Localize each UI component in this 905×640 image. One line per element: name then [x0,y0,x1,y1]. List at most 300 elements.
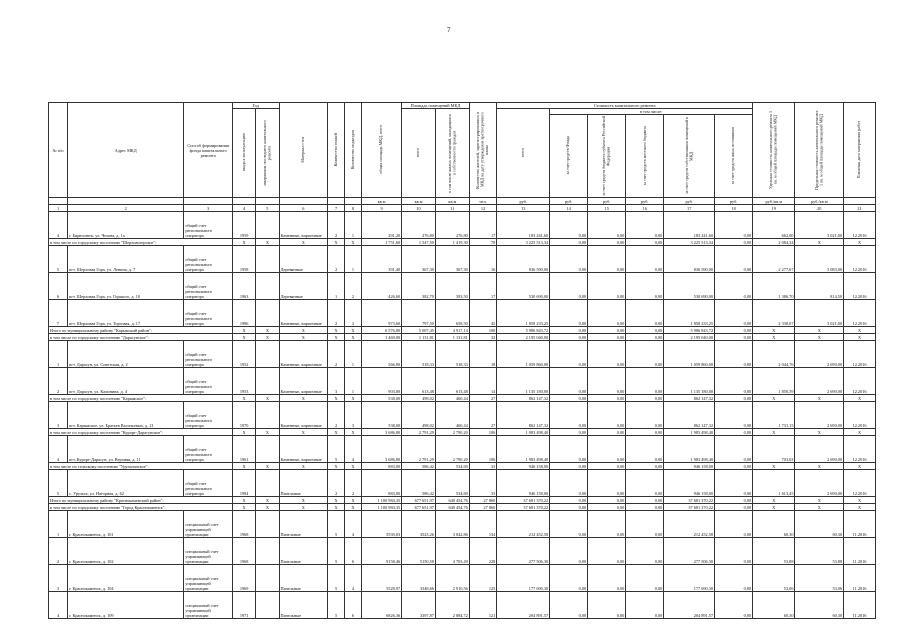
table-cell: 11.2016 [844,538,876,565]
table-cell: 0,00 [626,327,664,334]
column-number-cell: 20 [795,205,844,212]
table-cell: 498,02 [402,402,436,429]
table-cell: 0,00 [550,429,588,436]
subtotal-label: Итого по муниципальному району "Карымский район": [49,327,233,334]
table-cell: 0,00 [588,239,626,246]
table-cell: 0,00 [588,368,626,395]
table-cell: 2 [328,341,345,368]
table-cell: X [232,504,255,511]
table-cell: X [345,429,362,436]
table-cell: Каменные, кирпичные [279,300,328,327]
table-cell: X [279,327,328,334]
table-cell: 5 007,45 [402,327,436,334]
table-cell: 0,00 [715,239,753,246]
table-cell: X [328,239,345,246]
column-number-cell: 19 [753,205,795,212]
table-cell: 12.2016 [844,368,876,395]
table-cell: 797,50 [402,300,436,327]
table-cell: 1 059 860,00 [664,341,715,368]
table-cell: 1 [345,246,362,273]
table-cell: 0,00 [715,436,753,463]
table-cell: 0,00 [550,395,588,402]
table-cell: 0,00 [588,497,626,504]
table-cell: 0,00 [626,565,664,592]
table-cell: 0,00 [550,334,588,341]
table-cell: 12.2016 [844,402,876,429]
table-cell: X [328,395,345,402]
table-cell: 0,00 [715,273,753,300]
table-cell: X [232,239,255,246]
table-cell: 0,00 [550,246,588,273]
table-cell: 0,00 [715,334,753,341]
table-cell: 0,00 [626,504,664,511]
unit-cell [68,198,184,205]
table-cell: 2 277,67 [753,246,795,273]
table-cell: 0,00 [626,239,664,246]
table-cell: X [844,334,876,341]
header-area-total: всего [402,109,436,198]
table-cell: 0,00 [626,246,664,273]
table-cell: 183 241,60 [497,212,550,239]
table-cell: 291,20 [361,212,401,239]
table-cell: 0,00 [715,246,753,273]
table-cell: 7 [49,300,68,327]
table-cell: 640 454,76 [435,497,469,504]
header-floors: Количество этажей [328,103,345,198]
table-cell: Панельные [279,538,328,565]
table-cell: 3 686,80 [361,429,401,436]
table-cell: 0,00 [588,436,626,463]
table-cell: 53,06 [753,565,795,592]
table-cell: X [279,334,328,341]
table-cell: X [232,497,255,504]
table-cell: 204 891,57 [497,592,550,619]
table-cell: X [345,334,362,341]
table-cell: 0,00 [715,470,753,497]
table-row [49,470,876,497]
table-cell: 0,00 [588,504,626,511]
table-cell: 0,00 [550,341,588,368]
table-cell: 0,00 [588,273,626,300]
unit-cell: руб. [715,198,753,205]
table-cell: X [753,327,795,334]
unit-cell [184,198,233,205]
table-cell: 6826,36 [361,592,401,619]
table-cell: 78 [469,239,496,246]
table-cell: 1 983 498,40 [497,429,550,436]
subtotal-row [49,497,876,504]
table-cell: 0,00 [626,334,664,341]
table-row [49,300,876,327]
table-cell: 586,42 [402,463,436,470]
table-cell: 5 986 843,72 [497,327,550,334]
table-cell: 0,00 [550,504,588,511]
subtotal-label: в том числе по сельскому поселению "Урульгинское": [49,463,233,470]
subtotal-label: в том числе по городскому поселению "Курорт-Дарасунское": [49,429,233,436]
table-cell: 2 [49,538,68,565]
table-cell: 2 790,20 [435,436,469,463]
header-area-owned: в том числе жилых помещений, находящихся в собственности граждан [435,109,469,198]
table-cell: 883,00 [361,463,401,470]
table-cell: 12.2016 [844,300,876,327]
table-cell: общий счет регионального оператора [184,246,233,273]
table-cell: X [232,395,255,402]
table-cell: 27 860 [469,504,496,511]
table-cell: г. Бирюсинск, ул. Чехова, д. 1а [68,212,184,239]
table-cell: 3 [49,565,68,592]
subtotal-row [49,429,876,436]
header-cost-fund: за счет средств Фонда [550,115,588,198]
table-cell: 37 681 370,22 [497,504,550,511]
table-cell: X [844,504,876,511]
table-cell: X [844,239,876,246]
table-cell: X [232,463,255,470]
table-cell: 0,00 [715,592,753,619]
table-cell: 658,50 [435,300,469,327]
table-cell: 534,69 [435,470,469,497]
table-cell: 5528,97 [361,565,401,592]
table-cell: 0,00 [626,402,664,429]
table-cell: 106 [469,429,496,436]
table-row [49,246,876,273]
header-max-cost: Предельная стоимость капитального ремонта 1 кв. м общей площади помещений МКД [795,103,844,198]
table-cell: 1 [345,368,362,395]
header-cost-owners: за счет средств собственников помещений в МКД [664,115,715,198]
table-cell: 12.2016 [844,273,876,300]
table-cell: общий счет регионального оператора [184,436,233,463]
table-cell: X [844,395,876,402]
table-cell: г. Краснокаменск, д. 101 [68,511,184,538]
table-cell: 0,00 [550,565,588,592]
table-cell: 3 [345,402,362,429]
table-cell: 1968 [232,538,255,565]
table-cell: 0,00 [550,327,588,334]
table-cell: 60,30 [795,511,844,538]
table-cell: 0,00 [550,239,588,246]
table-cell: X [279,463,328,470]
table-cell: 1 135 180,00 [664,368,715,395]
column-number-cell: 11 [435,205,469,212]
table-cell: 0,00 [550,511,588,538]
table-cell: 0,00 [550,436,588,463]
table-cell: 1970 [232,402,255,429]
table-cell: X [279,239,328,246]
table-cell: X [345,504,362,511]
table-cell: X [753,334,795,341]
table-cell: 1 469,00 [361,334,401,341]
table-cell: 2 690,00 [795,368,844,395]
unit-cell: кв.м [361,198,401,205]
unit-cell [232,198,255,205]
table-cell [256,300,279,327]
table-cell: 862 147,32 [664,395,715,402]
table-cell: 1 [49,511,68,538]
unit-cell: руб. [626,198,664,205]
unit-cell: руб./кв.м [795,198,844,205]
header-total-area: общая площадь МКД, всего [361,103,401,198]
table-cell: 12.2016 [844,212,876,239]
table-cell: 0,00 [588,327,626,334]
table-cell: 0,00 [550,402,588,429]
table-cell: 0,00 [715,327,753,334]
table-cell: X [256,395,279,402]
table-cell: X [753,504,795,511]
header-year-last-repair: завершения последнего капитального ремонта [256,109,279,198]
table-cell: 1 983 498,40 [664,436,715,463]
table-cell: 60,30 [753,592,795,619]
table-cell: специальный счет управляющей организации [184,538,233,565]
table-cell: 677 651,97 [402,504,436,511]
table-cell: 277 506,30 [664,538,715,565]
table-cell: 2 [328,402,345,429]
table-cell: 1984 [232,470,255,497]
table-cell: 1 731,15 [753,402,795,429]
table-cell: 1 983 498,40 [497,436,550,463]
table-cell: X [232,327,255,334]
column-number-cell: 6 [279,205,328,212]
table-cell: 460,44 [435,402,469,429]
table-cell: 1 983 498,40 [664,429,715,436]
table-cell: 5 [328,565,345,592]
table-cell: г. Краснокаменск, д. 109 [68,592,184,619]
table-cell: 1969 [232,565,255,592]
header-unit-cost: Удельная стоимость капитального ремонта 1 кв. м общей площади помещений МКД [753,103,795,198]
table-cell: 1952 [232,341,255,368]
table-cell: 12.2016 [844,436,876,463]
table-cell: 0,00 [588,334,626,341]
header-wall-material: Материал стен [279,103,328,198]
table-cell: 2 790,20 [435,429,469,436]
table-cell: 3 [49,402,68,429]
table-cell: 37 681 370,22 [664,504,715,511]
table-cell: 3 042,86 [435,511,469,538]
table-cell: X [753,429,795,436]
table-cell: Панельные [279,511,328,538]
table-cell: общий счет регионального оператора [184,273,233,300]
table-cell: 534,69 [435,463,469,470]
table-cell: 2 791,29 [402,436,436,463]
table-cell: 0,00 [626,463,664,470]
column-number-cell: 13 [497,205,550,212]
table-cell: 426,60 [361,273,401,300]
table-cell: X [256,334,279,341]
table-cell: X [256,497,279,504]
unit-cell [256,198,279,205]
table-cell: 9158,46 [361,538,401,565]
table-cell [256,273,279,300]
table-cell: 566,00 [361,341,401,368]
table-cell: 2 [49,368,68,395]
table-cell: 0,00 [550,470,588,497]
table-cell: специальный счет управляющей организации [184,565,233,592]
table-cell: X [795,463,844,470]
table-cell: 125 [469,565,496,592]
header-num: № п/п [49,103,68,198]
table-cell: 0,00 [626,497,664,504]
table-cell: 586,42 [402,470,436,497]
table-row [49,212,876,239]
table-cell: 538,00 [361,402,401,429]
table-cell: 45 [469,300,496,327]
table-cell: 836 590,00 [664,246,715,273]
table-cell: 538,00 [361,395,401,402]
table-cell: 0,00 [715,212,753,239]
table-cell: 703,63 [753,436,795,463]
table-cell: 0,00 [715,565,753,592]
table-cell: 121 [469,592,496,619]
table-cell: 276,80 [435,212,469,239]
column-numbers-row [49,205,876,212]
table-cell: X [279,497,328,504]
table-cell: 0,00 [588,212,626,239]
table-cell: 1 850,39 [753,368,795,395]
table-cell: 0,00 [626,511,664,538]
table-cell: X [844,497,876,504]
table-cell: 0,00 [588,470,626,497]
table-cell: 1 751,60 [361,239,401,246]
table-cell: X [844,327,876,334]
table-cell: X [753,497,795,504]
column-number-cell: 10 [402,205,436,212]
table-cell: X [753,395,795,402]
table-cell: 6 [345,592,362,619]
table-cell: 0,00 [715,504,753,511]
table-cell: 613,48 [402,368,436,395]
table-cell: 11.2016 [844,565,876,592]
header-fund-method: Способ формирования фонда капитального ремонта [184,103,233,198]
table-cell: 2 [328,246,345,273]
table-cell: 2 690,00 [795,402,844,429]
unit-cell: руб. [664,198,715,205]
table-cell: 1971 [232,592,255,619]
table-cell: 27 [469,395,496,402]
units-row [49,198,876,205]
table-cell: 27 [469,402,496,429]
table-cell: 460,44 [435,395,469,402]
header-plan-date: Плановая дата завершения работ [844,103,876,198]
table-cell: 2 044,76 [753,341,795,368]
table-cell: X [279,504,328,511]
table-cell: 12.2016 [844,341,876,368]
table-cell: 14 [469,368,496,395]
table-cell: 277 506,30 [497,538,550,565]
table-cell: 1 131,81 [435,334,469,341]
table-cell: X [795,497,844,504]
table-cell: 0,00 [550,273,588,300]
table-cell: X [256,429,279,436]
table-cell: 60,30 [795,592,844,619]
table-cell: X [256,463,279,470]
table-cell: 0,00 [715,538,753,565]
table-cell: специальный счет управляющей организации [184,511,233,538]
unit-cell [279,198,328,205]
table-cell: 183 241,60 [664,212,715,239]
unit-cell [328,198,345,205]
table-cell [256,436,279,463]
capital-repair-table [48,102,876,619]
table-cell: 518,33 [402,341,436,368]
table-cell: 2 [345,470,362,497]
table-cell: 0,00 [588,463,626,470]
page-number: 7 [447,26,451,34]
table-cell: 1959 [232,212,255,239]
subtotal-label: в том числе по городскому поселению "Город Краснокаменск": [49,504,233,511]
table-cell: 4 [49,436,68,463]
table-cell: 1 858 233,25 [664,300,715,327]
table-cell: 2 330,07 [753,300,795,327]
table-cell: 5 986 843,72 [664,327,715,334]
table-cell: 0,00 [550,592,588,619]
table-cell: 5 [328,592,345,619]
unit-cell [345,198,362,205]
table-cell: 212 452,58 [497,511,550,538]
table-cell: 946 158,00 [497,463,550,470]
header-year-group: Год [232,103,279,109]
table-cell: 0,00 [715,395,753,402]
column-number-cell: 2 [68,205,184,212]
table-cell: общий счет регионального оператора [184,368,233,395]
unit-cell [49,198,68,205]
table-cell: 367,30 [435,246,469,273]
table-row [49,273,876,300]
table-cell: X [753,463,795,470]
table-cell: 3 686,80 [361,436,401,463]
table-cell: 3 225 513,34 [497,239,550,246]
column-number-cell: 18 [715,205,753,212]
table-cell: 814,50 [795,273,844,300]
table-cell: 2 [328,300,345,327]
table-cell: 0,00 [588,395,626,402]
header-entrances: Количество подъездов [345,103,362,198]
table-cell: 2 910,56 [435,565,469,592]
table-cell: 946 158,00 [664,470,715,497]
table-cell: 0,00 [588,538,626,565]
table-cell: 2 195 040,00 [664,334,715,341]
table-cell: 3 [328,368,345,395]
table-cell: 2 084,34 [753,239,795,246]
table-cell: 177 690,30 [664,565,715,592]
table-cell: 37 681 370,22 [664,497,715,504]
table-row [49,341,876,368]
table-cell: X [256,327,279,334]
table-cell: X [328,497,345,504]
subtotal-row [49,239,876,246]
table-cell: 836 590,00 [497,246,550,273]
table-cell: 5 [328,538,345,565]
table-cell: пгт. Шерловая Гора, ул. Торговая, д. 17 [68,300,184,327]
table-cell: X [328,327,345,334]
table-row [49,368,876,395]
table-cell: 0,00 [626,395,664,402]
table-cell: Деревянные [279,246,328,273]
table-cell: X [328,334,345,341]
table-cell: 134 [469,511,496,538]
table-cell: пгт. Курорт-Дарасун, ул. Верхняя, д. 11 [68,436,184,463]
table-cell: 0,00 [588,341,626,368]
table-cell: 382,70 [402,273,436,300]
table-cell: 1958 [232,246,255,273]
table-row [49,565,876,592]
table-cell: 37 681 370,22 [497,497,550,504]
subtotal-label: в том числе по городскому поселению "Карымское": [49,395,233,402]
table-cell: 1 059 860,00 [497,341,550,368]
table-cell: 53,06 [795,565,844,592]
table-cell: 4 [49,592,68,619]
table-cell: 530 690,00 [664,273,715,300]
table-cell: 0,00 [715,368,753,395]
table-cell: 2 [328,212,345,239]
column-number-cell: 14 [550,205,588,212]
